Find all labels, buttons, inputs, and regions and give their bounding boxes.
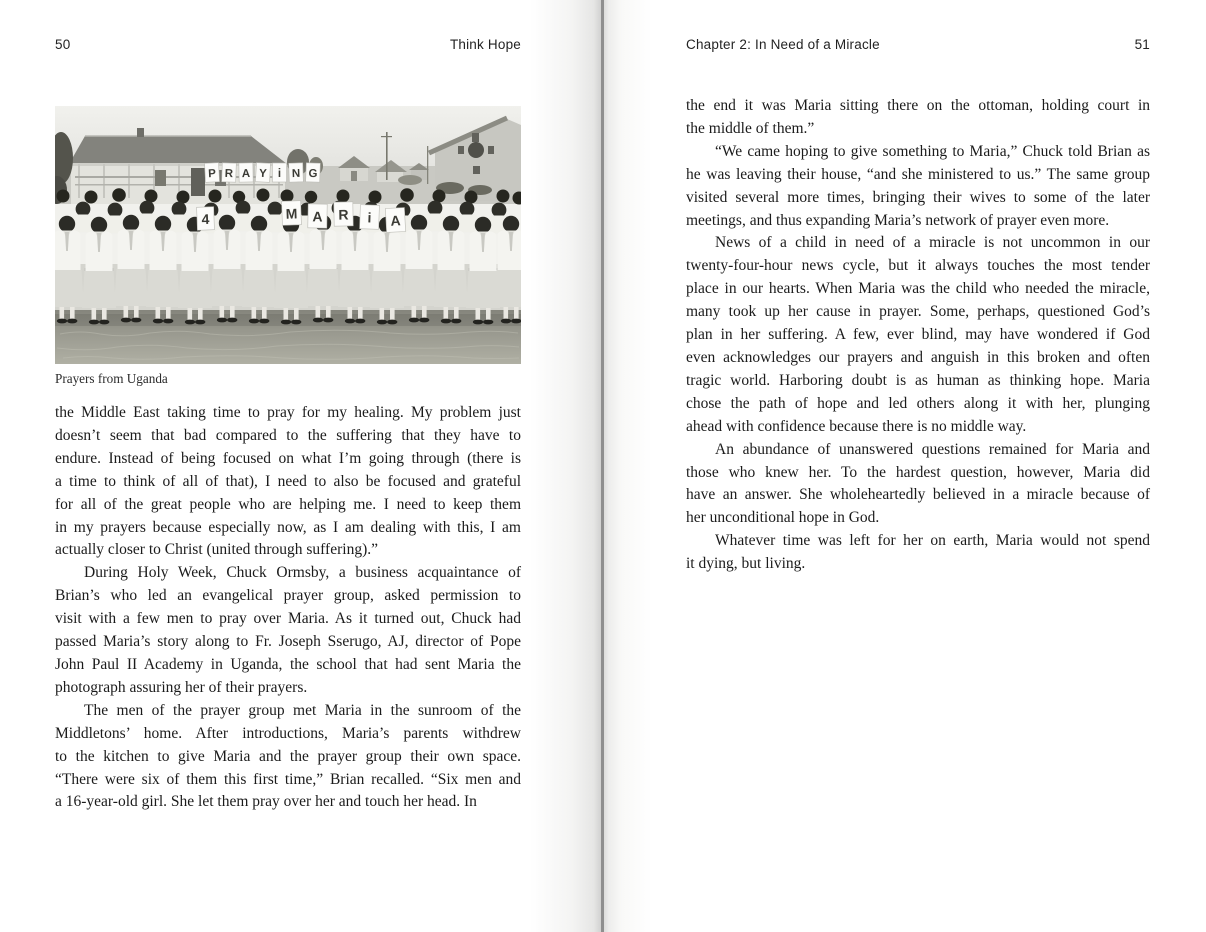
right-page-header xyxy=(686,37,1150,52)
paragraph xyxy=(686,95,1150,141)
card-letter: M xyxy=(285,205,298,222)
text-line: plan in her suffering. A few, ever blind, may have wondered if God xyxy=(686,326,1150,344)
folio-left: 50 xyxy=(55,37,71,52)
photo-illustration xyxy=(55,106,521,364)
text-line: passed Maria’s story along to Fr. Joseph Sserugo, AJ, director of Pope xyxy=(55,633,521,651)
text-line: ahead with confidence because there is no middle way. xyxy=(686,417,1027,435)
text-line: to the kitchen to give Maria and the prayer group their own space. xyxy=(55,747,521,765)
card-letter: R xyxy=(224,167,234,181)
card-letter: A xyxy=(312,208,323,225)
card-letter: P xyxy=(207,167,217,181)
paragraph xyxy=(55,402,521,562)
text-line: actually closer to Christ (united through suffering).” xyxy=(55,541,378,559)
text-line: Middletons’ home. After introductions, Maria’s parents withdrew xyxy=(55,724,521,742)
text-line: place in our hearts. When Maria was the child who needed the miracle, xyxy=(686,280,1150,298)
paragraph xyxy=(55,562,521,699)
paragraph xyxy=(686,141,1150,233)
text-line: News of a child in need of a miracle is not uncommon in our xyxy=(715,234,1150,252)
right-page xyxy=(604,0,1206,932)
book-gutter xyxy=(601,0,604,932)
photo-left-building xyxy=(69,128,287,204)
text-line: The men of the prayer group met Maria in the sunroom of the xyxy=(84,701,521,719)
card-letter: R xyxy=(338,206,349,223)
card-letter: N xyxy=(291,167,301,181)
text-line: a time to think of all of that), I need to also be focused and grateful xyxy=(55,472,521,490)
card-letter: G xyxy=(308,167,318,181)
text-line: John Paul II Academy in Uganda, the school that had sent Maria the xyxy=(55,655,521,673)
text-line: “We came hoping to give something to Maria,” Chuck told Brian as xyxy=(715,142,1150,160)
right-page-body xyxy=(686,95,1150,576)
text-line: During Holy Week, Chuck Ormsby, a business acquaintance of xyxy=(84,564,521,582)
text-line: An abundance of unanswered questions remained for Maria and xyxy=(715,440,1150,458)
photo-caption: Prayers from Uganda xyxy=(55,371,168,386)
left-page-header xyxy=(55,37,521,52)
paragraph xyxy=(686,232,1150,438)
text-line: “There were six of them this first time,” Brian recalled. “Six men and xyxy=(55,770,521,788)
card-letter: i xyxy=(367,209,372,226)
left-page xyxy=(0,0,602,932)
card-letter: 4 xyxy=(201,210,210,228)
card-letter: A xyxy=(390,212,402,229)
text-line: endure. Instead of being focused on what I’m going through (there is xyxy=(55,449,521,467)
text-line: he was leaving their house, “and she ministered to us.” The same group xyxy=(686,165,1150,183)
text-line: doesn’t seem that bad compared to the suffering that they have to xyxy=(55,426,521,444)
text-line: many took up her cause in prayer. Some, perhaps, questioned God’s xyxy=(686,303,1150,321)
text-line: for all of the great people who are helping me. I need to keep them xyxy=(55,495,521,513)
card-letter: i xyxy=(277,168,282,180)
text-line: chose the path of hope and led others along it with her, plunging xyxy=(686,394,1150,412)
paragraph xyxy=(686,530,1150,576)
running-head-chapter: Chapter 2: In Need of a Miracle xyxy=(686,37,880,52)
paragraph xyxy=(686,439,1150,531)
text-line: have an answer. She wholeheartedly believed in a miracle because of xyxy=(686,486,1150,504)
left-page-body xyxy=(55,402,521,814)
text-line: it dying, but living. xyxy=(686,555,806,573)
text-line: the Middle East taking time to pray for my healing. My problem just xyxy=(55,404,521,421)
card-letter: Y xyxy=(258,167,268,181)
text-line: visit with a few men to pray over Maria. As it turned out, Chuck had xyxy=(55,610,521,628)
photo-praying-4-maria xyxy=(55,106,521,364)
text-line: the end it was Maria sitting there on the ottoman, holding court in xyxy=(686,97,1150,114)
text-line: her unconditional hope in God. xyxy=(686,509,880,527)
text-line: a 16-year-old girl. She let them pray over her and touch her head. In xyxy=(55,793,477,811)
text-line: meetings, and thus expanding Maria’s network of prayer even more. xyxy=(686,211,1110,229)
text-line: photograph assuring her of their prayers. xyxy=(55,678,308,696)
paragraph xyxy=(55,700,521,815)
card-letter: A xyxy=(241,167,251,181)
folio-right: 51 xyxy=(1134,37,1150,52)
text-line: even acknowledges our prayers and anguish in this broken and often xyxy=(686,348,1150,366)
text-line: in my prayers because especially now, as I am dealing with this, I am xyxy=(55,518,521,536)
text-line: tragic world. Harboring doubt is as human as thinking hope. Maria xyxy=(686,371,1150,389)
running-head-title: Think Hope xyxy=(449,37,521,52)
text-line: visited several more times, bringing their wives to some of the later xyxy=(686,188,1150,206)
text-line: those who knew her. To the hardest question, however, Maria did xyxy=(686,463,1150,481)
text-line: the middle of them.” xyxy=(686,119,815,137)
text-line: Whatever time was left for her on earth, Maria would not spend xyxy=(715,532,1150,550)
text-line: twenty-four-hour news cycle, but it always touches the most tender xyxy=(686,257,1150,275)
text-line: Brian’s who led an evangelical prayer group, asked permission to xyxy=(55,587,521,605)
